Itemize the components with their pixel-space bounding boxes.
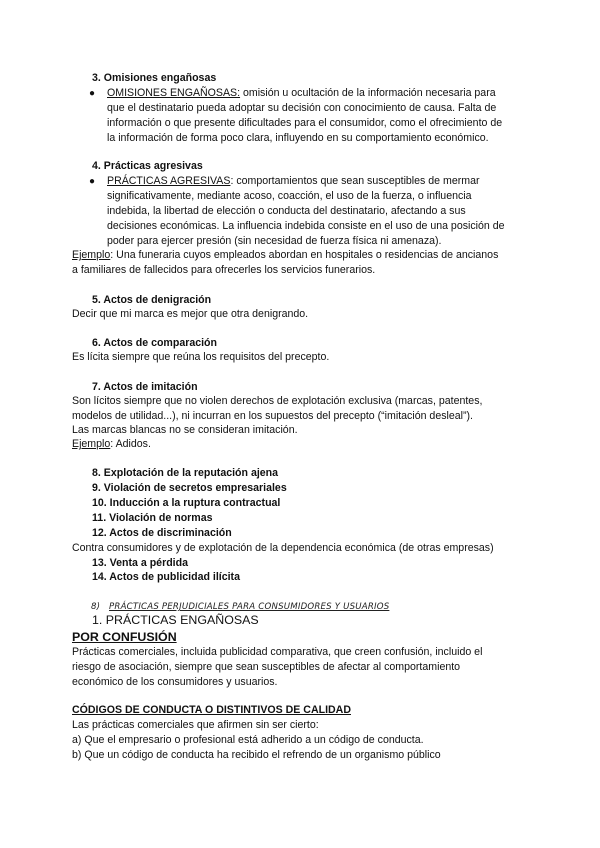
- paragraph-line: OMISIONES ENGAÑOSAS: omisión u ocultación de la información necesaria para: [107, 87, 496, 99]
- heading-actos-denigracion: 5. Actos de denigración: [92, 294, 212, 306]
- example-label: Ejemplo: [72, 438, 111, 450]
- list-item: 12. Actos de discriminación: [92, 527, 232, 539]
- paragraph-line: económico de los consumidores y usuarios.: [72, 676, 278, 688]
- term-omisiones: OMISIONES ENGAÑOSAS:: [107, 87, 241, 99]
- heading-omisiones-enganosas: 3. Omisiones engañosas: [92, 72, 217, 84]
- paragraph-line: modelos de utilidad...), ni incurran en los supuestos del precepto (“imitación desleal”).: [72, 410, 474, 422]
- example-line: a familiares de fallecidos para ofrecerles los servicios funerarios.: [72, 264, 376, 276]
- list-item: 9. Violación de secretos empresariales: [92, 482, 287, 494]
- list-item: 11. Violación de normas: [92, 512, 213, 524]
- paragraph-line: a) Que el empresario o profesional está adherido a un código de conducta.: [72, 734, 424, 746]
- paragraph-line: que el destinatario pueda adoptar su decisión con conocimiento de causa. Falta de: [107, 102, 497, 114]
- paragraph-line: Prácticas comerciales, incluida publicidad comparativa, que creen confusión, incluido el: [72, 646, 483, 658]
- paragraph-line: Contra consumidores y de explotación de la dependencia económica (de otras empresas): [72, 542, 494, 554]
- list-item: 10. Inducción a la ruptura contractual: [92, 497, 281, 509]
- list-item: 14. Actos de publicidad ilícita: [92, 571, 240, 583]
- term-practicas-agresivas: PRÁCTICAS AGRESIVAS: [107, 175, 231, 187]
- heading-por-confusion: POR CONFUSIÓN: [72, 630, 177, 644]
- list-item: 13. Venta a pérdida: [92, 557, 188, 569]
- subheading-practicas-enganosas: 1. PRÁCTICAS ENGAÑOSAS: [92, 613, 259, 627]
- paragraph-line: Son lícitos siempre que no violen derechos de explotación exclusiva (marcas, patentes,: [72, 395, 483, 407]
- paragraph-line: la información de forma poco clara, influyendo en su comportamiento económico.: [107, 132, 489, 144]
- paragraph-line: información o que presente dificultades para el consumidor, como el ofrecimiento de: [107, 117, 503, 129]
- handwritten-heading: 8) PRÁCTICAS PERJUDICIALES PARA CONSUMIDORES Y USUARIOS: [91, 602, 390, 612]
- paragraph-line: poder para ejercer presión (sin necesidad de fuerza física ni amenaza).: [107, 235, 442, 247]
- paragraph-line: Es lícita siempre que reúna los requisitos del precepto.: [72, 351, 330, 363]
- paragraph-line: Decir que mi marca es mejor que otra denigrando.: [72, 308, 309, 320]
- paragraph-line: indebida, la libertad de elección o conducta del destinatario, afectando a sus: [107, 205, 466, 217]
- paragraph-line: decisiones económicas. La influencia indebida consiste en el uso de una posición de: [107, 220, 505, 232]
- list-item: 8. Explotación de la reputación ajena: [92, 467, 279, 479]
- paragraph-line: PRÁCTICAS AGRESIVAS: comportamientos que sean susceptibles de mermar: [107, 175, 480, 187]
- paragraph-line: Las marcas blancas no se consideran imitación.: [72, 424, 298, 436]
- paragraph-line: b) Que un código de conducta ha recibido el refrendo de un organismo público: [72, 749, 441, 761]
- example-line: Ejemplo: Adidos.: [72, 438, 151, 450]
- bullet-icon: ●: [89, 176, 96, 187]
- paragraph-line: significativamente, mediante acoso, coacción, el uso de la fuerza, o influencia: [107, 190, 472, 202]
- heading-actos-imitacion: 7. Actos de imitación: [92, 381, 198, 393]
- paragraph-line: riesgo de asociación, siempre que sean susceptibles de afectar al comportamiento: [72, 661, 461, 673]
- heading-practicas-agresivas: 4. Prácticas agresivas: [92, 160, 203, 172]
- example-label: Ejemplo: [72, 249, 111, 261]
- paragraph-line: Las prácticas comerciales que afirmen sin ser cierto:: [72, 719, 319, 731]
- heading-actos-comparacion: 6. Actos de comparación: [92, 337, 218, 349]
- bullet-icon: ●: [89, 88, 96, 99]
- heading-codigos-conducta: CÓDIGOS DE CONDUCTA O DISTINTIVOS DE CALIDAD: [72, 704, 351, 716]
- example-line: Ejemplo: Una funeraria cuyos empleados abordan en hospitales o residencias de ancianos: [72, 249, 499, 261]
